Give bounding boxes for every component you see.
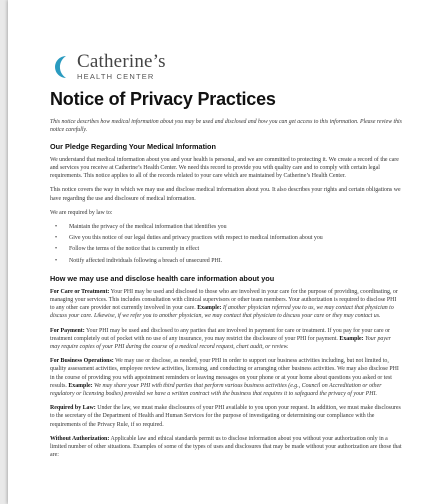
treatment-example-text: If another physician referred you to us, we may contact that physician to discuss your care. Likewise, if we refer you to another physician, we may contact that physician to discuss your care or they may contact us. bbox=[50, 305, 394, 320]
operations-lead: For Business Operations: bbox=[50, 358, 114, 365]
law-lead: Required by Law: bbox=[50, 405, 96, 412]
logo-subtitle: HEALTH CENTER bbox=[77, 72, 155, 81]
operations-paragraph bbox=[50, 357, 402, 398]
document-content bbox=[50, 89, 402, 466]
law-paragraph bbox=[50, 404, 402, 429]
operations-example-text: We may share your PHI with third parties that perform various business activities (e.g., Council on Accreditation or other regulatory or licensing bodies) provided we have a written contract with the business that requires it to safeguard the privacy of your PHI. bbox=[50, 382, 382, 398]
pledge-paragraph-1: We understand that medical information about you and your health is personal, and we are committed to protecting it. We create a record of the care and services you receive at Catherine’s Health Center. We need this record to provide you with quality care and to comply with certain legal requirements. This notice applies to all of the records related to your care which are maintained by Catherine’s Health Center. bbox=[50, 156, 399, 180]
payment-paragraph bbox=[50, 327, 402, 352]
crescent-logo-icon bbox=[48, 53, 72, 81]
operations-example-label: Example: bbox=[68, 382, 93, 389]
treatment-lead: For Care or Treatment: bbox=[50, 288, 110, 295]
document-page bbox=[8, 0, 425, 504]
treatment-example-label: Example: bbox=[197, 305, 222, 312]
list-item: • Give you this notice of our legal duties and privacy practices with respect to medical information about you bbox=[55, 234, 402, 242]
law-requirements-list bbox=[50, 223, 402, 265]
treatment-paragraph bbox=[50, 288, 402, 321]
payment-text: Your PHI may be used and disclosed to any parties that are involved in payment for care or treatment. If you pay for your care or treatment completely out of pocket with no use of any insurance, you may restrict the disclosure of your PHI for payment. bbox=[50, 327, 390, 342]
uses-heading: How we may use and disclose health care information about you bbox=[50, 273, 275, 283]
intro-text: This notice describes how medical information about you may be used and disclosed and how you can get access to this information. Please review this notice carefully. bbox=[50, 119, 402, 134]
page-title: Notice of Privacy Practices bbox=[50, 89, 276, 109]
list-item: • Notify affected individuals following a breach of unsecured PHI. bbox=[55, 257, 402, 265]
without-auth-paragraph bbox=[50, 435, 402, 460]
pledge-paragraph-3: We are required by law to: bbox=[50, 209, 113, 216]
pledge-paragraph-2: This notice covers the way in which we may use and disclose medical information about you. It also describes your rights and certain obligations we have regarding the use and disclosure of medical information. bbox=[50, 187, 401, 202]
logo bbox=[48, 52, 166, 82]
treatment-text: Your PHI may be used and disclosed to those who are involved in your care for the purpose of providing, coordinating, or managing your services. This includes consultation with clinical supervisors or other team members. Your authorization is required to disclose PHI to any other care provider not currently involved in your care. bbox=[50, 288, 398, 312]
law-text: Under the law, we must make disclosures of your PHI available to you upon your request. In addition, we must make disclosures to the secretary of the Department of Health and Human Services for the purpose of investigating or determining our compliance with the requirements of the Privacy Rule, if so required. bbox=[50, 405, 401, 428]
without-auth-lead: Without Authorization: bbox=[50, 435, 110, 442]
logo-name: Catherine’s bbox=[77, 51, 166, 72]
without-auth-text: Applicable law and ethical standards permit us to disclose information about you without your authorization only in a limited number of other situations. Examples of some of the types of uses and disclosures that may be made without your authorization are those that are: bbox=[50, 435, 402, 459]
payment-lead: For Payment: bbox=[50, 327, 85, 334]
pledge-heading: Our Pledge Regarding Your Medical Information bbox=[50, 141, 216, 151]
list-item: • Maintain the privacy of the medical information that identifies you bbox=[55, 223, 402, 231]
payment-example-text: Your payer may require copies of your PHI during the course of a medical record request, chart audit, or review. bbox=[50, 335, 391, 351]
operations-text: We may use or disclose, as needed, your PHI in order to support our business activities including, but not limited to, quality assessment activities, employee review activities, licensing, and conducting or arranging other business activities. We may also disclose PHI in the course of providing you with appointment reminders or leaving messages on your phone or at your home about questions you asked or test results. bbox=[50, 358, 399, 389]
list-item: • Follow the terms of the notice that is currently in effect bbox=[55, 245, 402, 253]
payment-example-label: Example: bbox=[339, 335, 364, 342]
